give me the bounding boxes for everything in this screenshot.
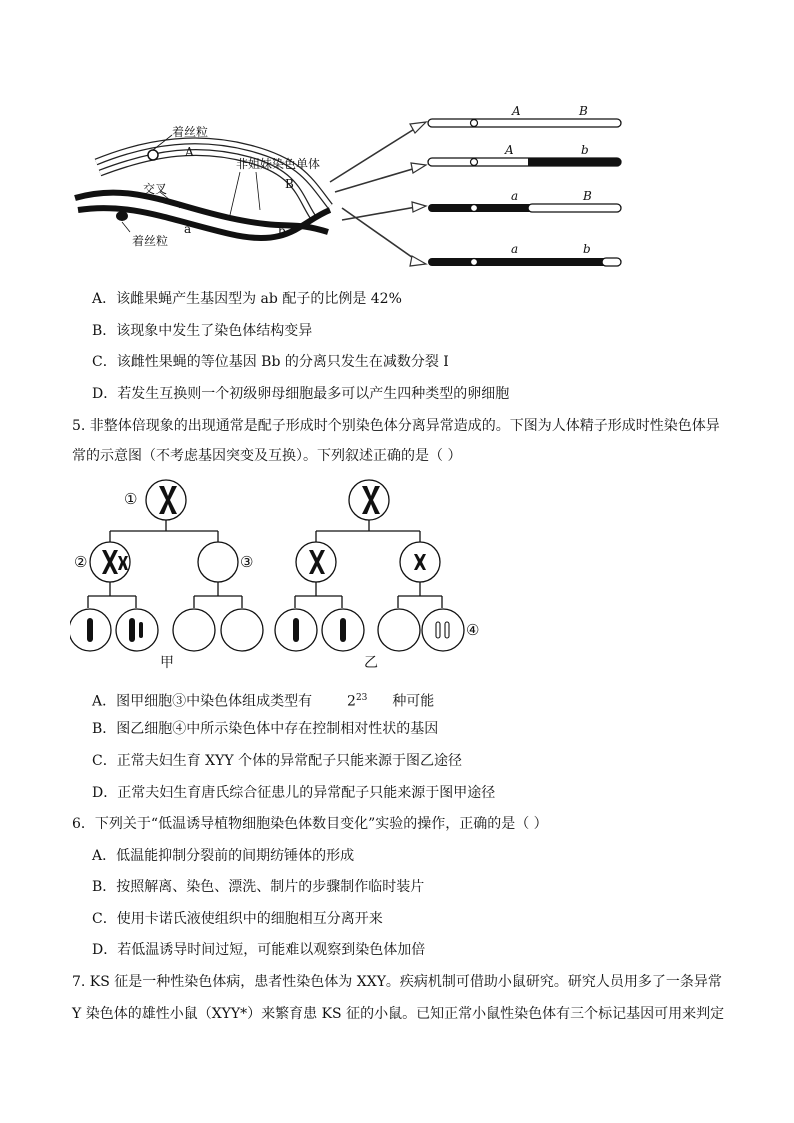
gene-1-right: B [579, 104, 588, 118]
label-circle-1: ① [124, 490, 138, 508]
cell-jia-3 [198, 542, 238, 582]
q7-line2: Y 染色体的雄性小鼠（XYY*）来繁育患 KS 征的小鼠。已知正常小鼠性染色体有三个标记基因可用来判定 [72, 1006, 725, 1022]
arrow-4 [342, 208, 416, 260]
centromere-dark [116, 211, 128, 221]
centromere-light [148, 150, 158, 160]
label-centromere-bottom: 着丝粒 [132, 234, 169, 248]
label-a: a [184, 222, 192, 236]
label-A: A [185, 145, 194, 159]
gene-4-left: a [511, 242, 519, 256]
q5-option-a-base: 2 [347, 693, 356, 710]
gene-2-left: A [505, 143, 514, 157]
arrow-3 [342, 207, 416, 220]
q5-option-a-text: A．图甲细胞③中染色体组成类型有 [92, 693, 313, 710]
label-cross: 交叉 [143, 182, 168, 196]
label-circle-3: ③ [240, 553, 254, 571]
label-yi: 乙 [364, 655, 378, 671]
q6-option-c: C．使用卡诺氏液使组织中的细胞相互分离开来 [92, 911, 383, 927]
chromatid-AB [428, 119, 621, 127]
q6-option-d: D．若低温诱导时间过短，可能难以观察到染色体加倍 [92, 942, 426, 958]
label-b: b [278, 224, 286, 238]
q5-option-a [92, 689, 434, 711]
q6-option-b: B．按照解离、染色、漂洗、制片的步骤制作临时装片 [92, 879, 425, 895]
q4-option-c: C．该雌性果蝇的等位基因 Bb 的分离只发生在减数分裂 I [92, 354, 449, 370]
label-centromere-top: 着丝粒 [172, 125, 209, 139]
q5-stem-line2: 常的示意图（不考虑基因突变及互换）。下列叙述正确的是（ ） [72, 448, 462, 464]
gene-1-left: A [512, 104, 521, 118]
q4-option-d: D．若发生互换则一个初级卵母细胞最多可以产生四种类型的卵细胞 [92, 386, 510, 402]
q7-line1: 7. KS 征是一种性染色体病，患者性染色体为 XXY。疾病机制可借助小鼠研究。研究人员用多了一条异常 [72, 974, 722, 990]
gene-3-right: B [583, 189, 592, 203]
label-circle-2: ② [74, 553, 88, 571]
q6-stem: 6．下列关于“低温诱导植物细胞染色体数目变化”实验的操作，正确的是（ ） [72, 816, 548, 832]
q6-option-a: A．低温能抑制分裂前的间期纺锤体的形成 [92, 848, 355, 864]
q5-option-a-post: 种可能 [392, 693, 435, 710]
label-circle-4: ④ [466, 621, 480, 639]
gene-4-right: b [583, 242, 591, 256]
label-B: B [285, 177, 294, 191]
gene-3-left: a [511, 189, 519, 203]
cell-yi-4 [422, 609, 464, 651]
q4-option-a: A．该雌果蝇产生基因型为 ab 配子的比例是 42% [92, 291, 402, 307]
arrow-1 [330, 128, 416, 182]
gene-2-right: b [581, 143, 589, 157]
q5-option-d: D．正常夫妇生育唐氏综合征患儿的异常配子只能来源于图甲途径 [92, 785, 496, 801]
q5-option-c: C．正常夫妇生育 XYY 个体的异常配子只能来源于图乙途径 [92, 753, 463, 769]
q5-option-b: B．图乙细胞④中所示染色体中存在控制相对性状的基因 [92, 721, 439, 737]
chromatid-ab [428, 258, 621, 266]
q5-option-a-exp: 23 [355, 693, 368, 703]
label-nonsister: 非姐妹染色单体 [236, 157, 321, 171]
q5-stem-line1: 5. 非整体倍现象的出现通常是配子形成时个别染色体分离异常造成的。下图为人体精子形成时性染色体异 [72, 418, 720, 434]
meiosis-figure [70, 474, 490, 674]
crossover-figure [60, 104, 640, 280]
label-jia: 甲 [160, 655, 174, 671]
q4-option-b: B．该现象中发生了染色体结构变异 [92, 323, 313, 339]
